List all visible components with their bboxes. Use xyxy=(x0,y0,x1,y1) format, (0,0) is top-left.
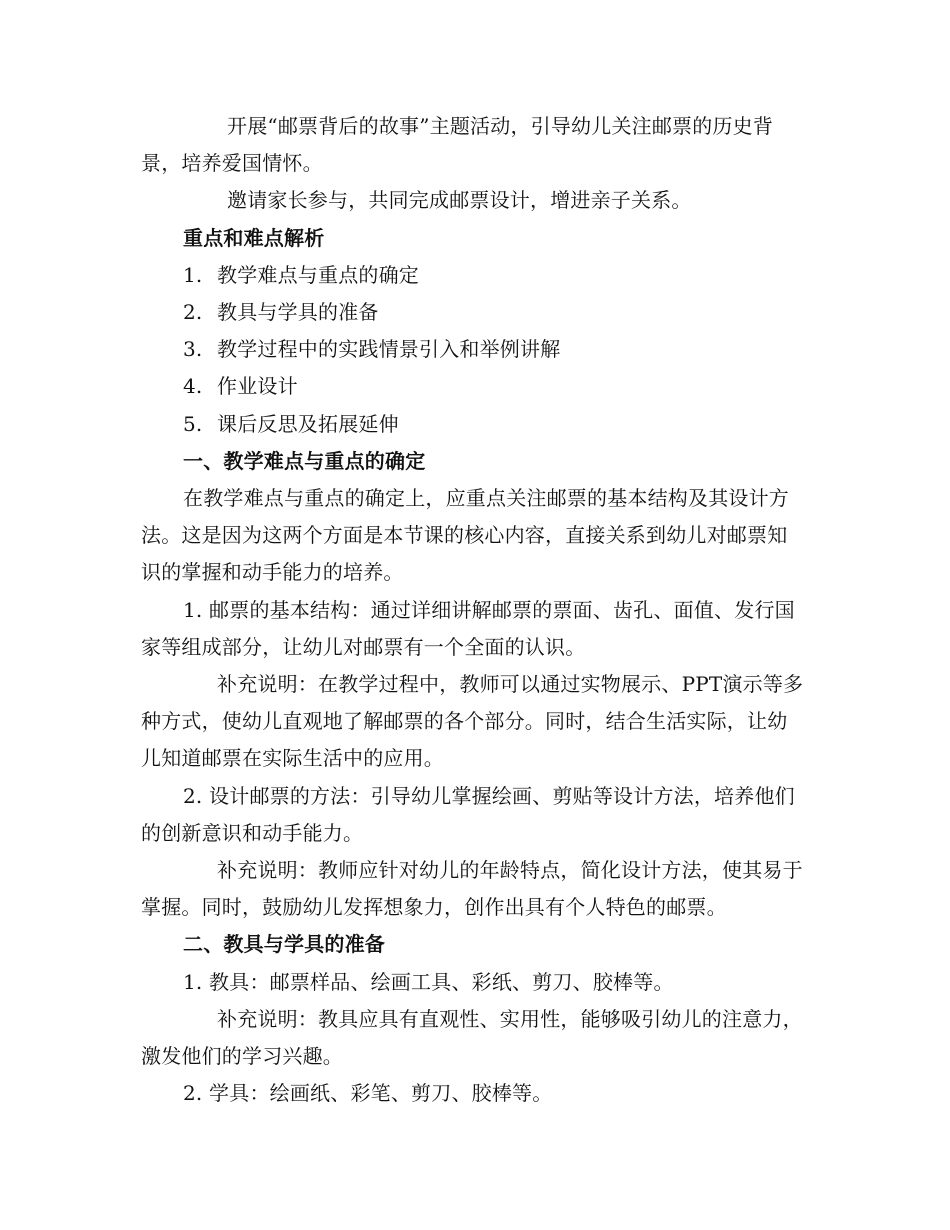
list-text: 教具与学具的准备 xyxy=(217,300,379,325)
section-1-heading: 一、教学难点与重点的确定 xyxy=(183,448,426,473)
list-text: 教学难点与重点的确定 xyxy=(217,262,419,287)
list-text: 教学过程中的实践情景引入和举例讲解 xyxy=(217,337,561,362)
section-2-item-1: 1. 教具：邮票样品、绘画工具、彩纸、剪刀、胶棒等。 xyxy=(183,969,674,994)
heading-key-points: 重点和难点解析 xyxy=(183,225,325,250)
section-2-heading: 二、教具与学具的准备 xyxy=(183,932,385,957)
list-item xyxy=(141,406,806,443)
paragraph-parents: 邀请家长参与，共同完成邮票设计，增进亲子关系。 xyxy=(227,188,692,213)
section-1-note-1: 补充说明：在教学过程中，教师可以通过实物展示、PPT演示等多种方式，使幼儿直观地了解邮票的各个部分。同时，结合生活实际，让幼儿知道邮票在实际生活中的应用。 xyxy=(141,672,804,771)
list-item xyxy=(141,368,806,405)
list-number: 2. xyxy=(183,300,203,325)
list-item xyxy=(141,331,806,368)
list-item xyxy=(141,257,806,294)
section-2-note-1: 补充说明：教具应具有直观性、实用性，能够吸引幼儿的注意力，激发他们的学习兴趣。 xyxy=(141,1006,803,1069)
section-1-item-2: 2. 设计邮票的方法：引导幼儿掌握绘画、剪贴等设计方法，培养他们的创新意识和动手能力。 xyxy=(141,783,795,845)
section-1-intro: 在教学难点与重点的确定上，应重点关注邮票的基本结构及其设计方法。这是因为这两个方面是本节课的核心内容，直接关系到幼儿对邮票知识的掌握和动手能力的培养。 xyxy=(141,486,789,585)
list-number: 5. xyxy=(183,411,203,436)
outline-list xyxy=(141,257,806,443)
list-item xyxy=(141,294,806,331)
list-number: 1. xyxy=(183,262,203,287)
list-number: 3. xyxy=(183,337,203,362)
list-number: 4. xyxy=(183,374,203,399)
section-2-item-2: 2. 学具：绘画纸、彩笔、剪刀、胶棒等。 xyxy=(183,1081,553,1106)
list-text: 作业设计 xyxy=(217,374,298,399)
section-1-item-1: 1. 邮票的基本结构：通过详细讲解邮票的票面、齿孔、面值、发行国家等组成部分，让幼儿对邮票有一个全面的认识。 xyxy=(141,597,795,659)
document-body xyxy=(141,108,806,1112)
list-text: 课后反思及拓展延伸 xyxy=(217,411,399,436)
section-1-note-2: 补充说明：教师应针对幼儿的年龄特点，简化设计方法，使其易于掌握。同时，鼓励幼儿发挥想象力，创作出具有个人特色的邮票。 xyxy=(141,858,803,920)
paragraph-activity: 开展“邮票背后的故事”主题活动，引导幼儿关注邮票的历史背景，培养爱国情怀。 xyxy=(141,114,774,176)
